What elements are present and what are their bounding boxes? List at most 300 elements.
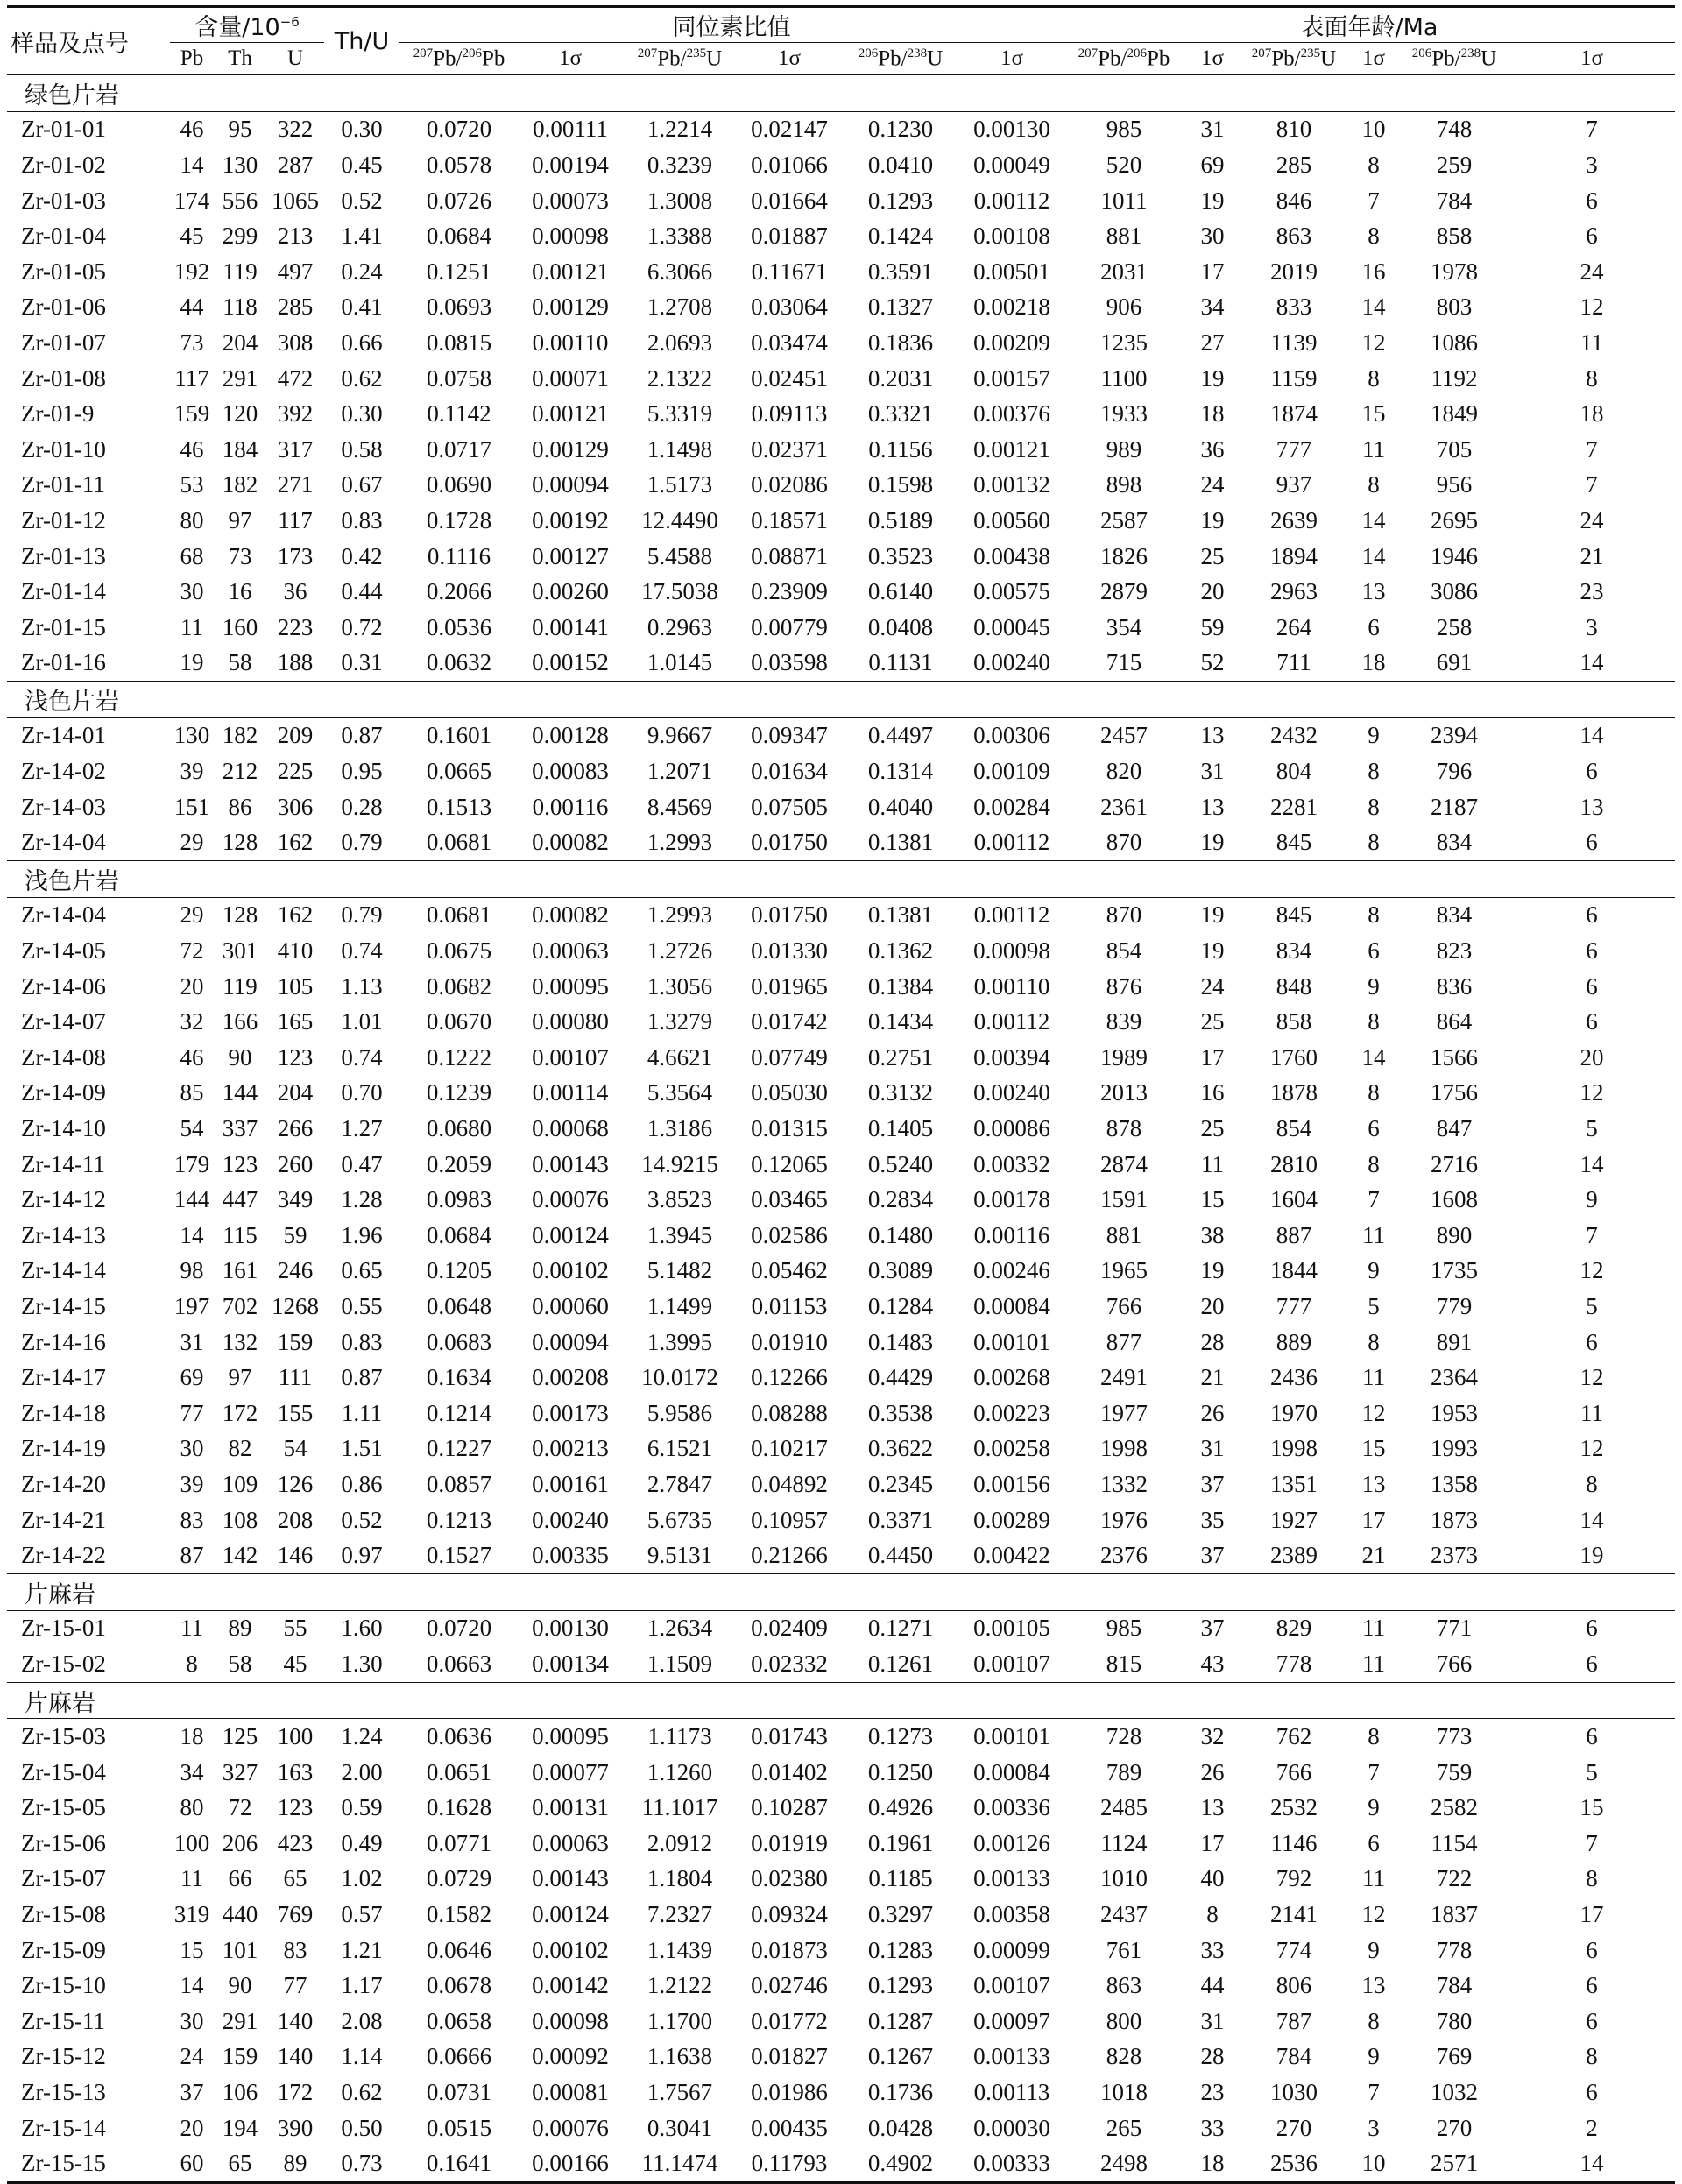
- sample-id-cell: Zr-01-04: [21, 223, 106, 250]
- value-cell: 19: [1580, 1542, 1604, 1569]
- value-cell: 1.41: [341, 223, 383, 250]
- value-cell: 0.67: [341, 471, 383, 498]
- value-cell: 8: [1368, 758, 1380, 785]
- table-row: [7, 824, 1675, 860]
- value-cell: 6: [1586, 2007, 1598, 2034]
- section-header: [7, 1682, 1675, 1719]
- value-cell: 8: [1368, 1079, 1380, 1106]
- value-cell: 887: [1276, 1221, 1312, 1248]
- value-cell: 0.1116: [427, 542, 491, 569]
- value-cell: 11: [1362, 1865, 1385, 1892]
- value-cell: 6: [1586, 901, 1598, 929]
- value-cell: 10: [1347, 2145, 1400, 2182]
- value-cell: 8: [1368, 1328, 1380, 1355]
- value-cell: 1139: [1270, 329, 1318, 356]
- value-cell: 1.5173: [647, 471, 713, 498]
- value-cell: 0.00166: [519, 2145, 622, 2182]
- value-cell: 1.3945: [647, 1221, 713, 1248]
- value-cell: 151: [173, 793, 210, 820]
- value-cell: 2281: [1270, 793, 1318, 820]
- value-cell: 769: [1436, 2043, 1473, 2070]
- value-cell: 858: [1436, 223, 1473, 250]
- value-cell: 0.0665: [426, 758, 492, 785]
- value-cell: 1.1439: [647, 1936, 713, 1963]
- value-cell: 140: [277, 2007, 314, 2034]
- value-cell: 1.3186: [647, 1115, 713, 1142]
- value-cell: 58: [228, 649, 252, 676]
- value-cell: 11.1474: [622, 2145, 738, 2182]
- value-cell: 0.87: [341, 1364, 383, 1391]
- value-cell: 15: [1361, 1435, 1386, 1462]
- value-cell: 1235: [1100, 329, 1148, 356]
- value-cell: 2536: [1240, 2145, 1347, 2182]
- value-cell: 0.00142: [532, 1972, 609, 1999]
- value-cell: 0.00213: [532, 1435, 609, 1462]
- value-cell: 9: [1586, 1186, 1598, 1213]
- value-cell: 1756: [1431, 1079, 1478, 1106]
- header-ratio-2-sigma: 1σ: [738, 43, 841, 75]
- value-cell: 26: [1200, 1758, 1225, 1785]
- value-cell: 0.1251: [426, 258, 492, 285]
- value-cell: 1030: [1270, 2079, 1318, 2106]
- value-cell: 0.1293: [867, 1972, 934, 1999]
- value-cell: 0.66: [341, 329, 383, 356]
- header-age-2-el1: Pb/: [1271, 46, 1301, 71]
- value-cell: 6: [1368, 1115, 1380, 1142]
- value-cell: 19: [1200, 901, 1225, 929]
- value-cell: 0.00107: [973, 1650, 1050, 1677]
- value-cell: 0.00223: [973, 1399, 1050, 1426]
- value-cell: 82: [228, 1435, 252, 1462]
- value-cell: 0.1513: [426, 793, 492, 820]
- value-cell: 0.00133: [973, 2043, 1050, 2070]
- value-cell: 834: [1436, 829, 1473, 856]
- value-cell: 291: [222, 364, 258, 392]
- value-cell: 142: [222, 1542, 258, 1569]
- section-header: [7, 861, 1675, 898]
- value-cell: 440: [222, 1901, 258, 1928]
- value-cell: 0.00107: [973, 1972, 1050, 1999]
- value-cell: 0.1641: [399, 2145, 519, 2182]
- value-cell: 5.3564: [647, 1079, 713, 1106]
- header-age-1: [1064, 43, 1184, 75]
- value-cell: 0.3538: [867, 1399, 934, 1426]
- header-age-3-el2: U: [1481, 46, 1497, 71]
- value-cell: 24: [1580, 506, 1604, 534]
- value-cell: 31: [1200, 2007, 1225, 2034]
- value-cell: 0.52: [341, 187, 383, 214]
- value-cell: 172: [222, 1399, 258, 1426]
- value-cell: 839: [1106, 1008, 1142, 1035]
- sample-id-cell: Zr-14-09: [21, 1079, 106, 1106]
- value-cell: 0.0646: [426, 1936, 492, 1963]
- section-header: [7, 1573, 1675, 1610]
- sample-id-cell: Zr-01-11: [21, 471, 105, 498]
- value-cell: 0.11793: [738, 2145, 841, 2182]
- value-cell: 815: [1106, 1650, 1142, 1677]
- value-cell: 1.21: [341, 1936, 383, 1963]
- sample-id-cell: Zr-14-12: [21, 1186, 106, 1213]
- value-cell: 0.1480: [867, 1221, 934, 1248]
- header-ratio-1-el1: Pb/: [433, 46, 463, 71]
- value-cell: 6: [1586, 937, 1598, 965]
- value-cell: 0.55: [341, 1292, 383, 1319]
- value-cell: 0.01772: [751, 2007, 828, 2034]
- table-row: [7, 2039, 1675, 2075]
- value-cell: 715: [1106, 649, 1142, 676]
- value-cell: 1566: [1431, 1043, 1478, 1071]
- value-cell: 0.0693: [426, 293, 492, 321]
- value-cell: 16: [1200, 1079, 1225, 1106]
- table-row: [7, 361, 1675, 397]
- value-cell: 0.0684: [426, 223, 492, 250]
- value-cell: 20: [1580, 1043, 1604, 1071]
- value-cell: 5: [1368, 1292, 1380, 1319]
- value-cell: 18: [1200, 400, 1225, 428]
- value-cell: 0.00110: [532, 329, 609, 356]
- value-cell: 39: [180, 758, 204, 785]
- value-cell: 0.00049: [973, 151, 1050, 178]
- value-cell: 126: [277, 1470, 314, 1497]
- value-cell: 19: [1200, 1257, 1225, 1284]
- value-cell: 834: [1436, 901, 1473, 929]
- sample-id-cell: Zr-15-01: [21, 1615, 106, 1642]
- header-age-2: [1240, 43, 1347, 75]
- value-cell: 0.79: [341, 901, 383, 929]
- value-cell: 17.5038: [641, 578, 718, 605]
- sample-id-cell: Zr-14-16: [21, 1328, 106, 1355]
- value-cell: 20: [180, 972, 204, 1000]
- value-cell: 0.00116: [973, 1221, 1050, 1248]
- value-cell: 0.00130: [973, 116, 1050, 143]
- value-cell: 0.00082: [532, 829, 609, 856]
- value-cell: 1998: [1270, 1435, 1318, 1462]
- value-cell: 14.9215: [641, 1150, 718, 1177]
- value-cell: 1.1499: [647, 1292, 713, 1319]
- value-cell: 0.00192: [532, 506, 609, 534]
- value-cell: 2437: [1100, 1901, 1148, 1928]
- value-cell: 800: [1106, 2007, 1142, 2034]
- value-cell: 14: [180, 1972, 204, 1999]
- value-cell: 0.00045: [973, 613, 1050, 640]
- value-cell: 27: [1200, 329, 1225, 356]
- value-cell: 6: [1586, 972, 1598, 1000]
- value-cell: 69: [180, 1364, 204, 1391]
- value-cell: 1.1173: [647, 1723, 712, 1750]
- value-cell: 0.00111: [533, 116, 608, 143]
- value-cell: 159: [222, 2043, 258, 2070]
- value-cell: 1989: [1100, 1043, 1148, 1071]
- value-cell: 14: [1580, 649, 1604, 676]
- value-cell: 0.02371: [751, 435, 828, 463]
- value-cell: 985: [1106, 1615, 1142, 1642]
- value-cell: 0.00240: [973, 649, 1050, 676]
- table-row: [7, 1147, 1675, 1183]
- value-cell: 223: [277, 613, 314, 640]
- value-cell: 21: [1580, 542, 1604, 569]
- header-ratio-3-el2: U: [927, 46, 943, 71]
- value-cell: 349: [277, 1186, 314, 1213]
- value-cell: 784: [1276, 2043, 1312, 2070]
- value-cell: 0.79: [341, 829, 383, 856]
- value-cell: 18: [1580, 400, 1604, 428]
- value-cell: 24: [1580, 258, 1604, 285]
- table-row: [7, 1467, 1675, 1502]
- value-cell: 120: [222, 400, 258, 428]
- sample-id-cell: Zr-15-08: [21, 1901, 106, 1928]
- value-cell: 1032: [1431, 2079, 1478, 2106]
- table-row: [7, 2145, 1675, 2182]
- value-cell: 1.1509: [647, 1650, 713, 1677]
- value-cell: 1159: [1270, 364, 1318, 392]
- value-cell: 90: [228, 1043, 252, 1071]
- value-cell: 792: [1276, 1865, 1312, 1892]
- value-cell: 130: [173, 722, 210, 749]
- header-age-2-sup2: 235: [1300, 46, 1321, 60]
- sample-id-cell: Zr-14-17: [21, 1364, 106, 1391]
- value-cell: 0.00335: [532, 1542, 609, 1569]
- header-ages: 表面年龄/Ma: [1064, 7, 1675, 43]
- value-cell: 8: [1368, 1723, 1380, 1750]
- value-cell: 0.00110: [973, 972, 1050, 1000]
- value-cell: 0.0666: [426, 2043, 492, 2070]
- value-cell: 864: [1436, 1008, 1473, 1035]
- value-cell: 0.00358: [973, 1901, 1050, 1928]
- section-title: 绿色片岩: [25, 81, 119, 110]
- value-cell: 0.00161: [532, 1470, 609, 1497]
- value-cell: 0.03465: [751, 1186, 828, 1213]
- value-cell: 774: [1276, 1936, 1312, 1963]
- value-cell: 30: [180, 2007, 204, 2034]
- header-content-exponent: −6: [279, 14, 300, 30]
- value-cell: 52: [1200, 649, 1225, 676]
- value-cell: 18: [180, 1723, 204, 1750]
- value-cell: 0.00501: [973, 258, 1050, 285]
- value-cell: 40: [1200, 1865, 1225, 1892]
- table-row: [7, 111, 1675, 147]
- value-cell: 6.1521: [647, 1435, 713, 1462]
- value-cell: 80: [180, 1794, 204, 1821]
- value-cell: 0.57: [341, 1901, 383, 1928]
- value-cell: 0.00209: [973, 329, 1050, 356]
- table-row: [7, 290, 1675, 326]
- value-cell: 2.7847: [647, 1470, 713, 1497]
- value-cell: 2532: [1270, 1794, 1318, 1821]
- value-cell: 8: [1586, 1470, 1598, 1497]
- value-cell: 0.10217: [751, 1435, 828, 1462]
- sample-id-cell: Zr-01-02: [21, 151, 106, 178]
- value-cell: 163: [277, 1758, 314, 1785]
- value-cell: 0.74: [341, 937, 383, 965]
- value-cell: 702: [222, 1292, 258, 1319]
- value-cell: 2013: [1100, 1079, 1148, 1106]
- value-cell: 1970: [1270, 1399, 1318, 1426]
- value-cell: 6: [1586, 2079, 1598, 2106]
- value-cell: 0.00258: [973, 1435, 1050, 1462]
- value-cell: 89: [228, 1615, 252, 1642]
- value-cell: 1953: [1431, 1399, 1478, 1426]
- value-cell: 0.00112: [973, 901, 1050, 929]
- value-cell: 32: [180, 1008, 204, 1035]
- value-cell: 0.0720: [426, 116, 492, 143]
- value-cell: 36: [1200, 435, 1225, 463]
- value-cell: 0.1434: [867, 1008, 934, 1035]
- value-cell: 2879: [1100, 578, 1148, 605]
- value-cell: 8: [1368, 901, 1380, 929]
- value-cell: 1.11: [341, 1399, 383, 1426]
- value-cell: 1.1700: [647, 2007, 713, 2034]
- table-row: [7, 432, 1675, 468]
- value-cell: 0.00080: [532, 1008, 609, 1035]
- value-cell: 1.2708: [647, 293, 713, 321]
- value-cell: 17: [1361, 1506, 1386, 1533]
- value-cell: 0.10287: [751, 1794, 828, 1821]
- sample-id-cell: Zr-01-12: [21, 506, 106, 534]
- value-cell: 144: [222, 1079, 258, 1106]
- value-cell: 1837: [1431, 1901, 1478, 1928]
- value-cell: 0.0815: [426, 329, 492, 356]
- value-cell: 14: [180, 151, 204, 178]
- value-cell: 1.2214: [647, 116, 713, 143]
- table-row: [7, 1862, 1675, 1898]
- value-cell: 0.87: [341, 722, 383, 749]
- sample-id-cell: Zr-14-19: [21, 1435, 106, 1462]
- value-cell: 11: [1580, 1399, 1603, 1426]
- value-cell: 246: [277, 1257, 314, 1284]
- value-cell: 1.3056: [647, 972, 713, 1000]
- value-cell: 25: [1200, 542, 1225, 569]
- sample-id-cell: Zr-15-14: [21, 2114, 106, 2141]
- value-cell: 73: [180, 329, 204, 356]
- value-cell: 13: [1361, 578, 1386, 605]
- table-row: [7, 753, 1675, 789]
- value-cell: 28: [1200, 1328, 1225, 1355]
- header-age-1-el1: Pb/: [1098, 46, 1127, 71]
- value-cell: 0.00124: [532, 1901, 609, 1928]
- value-cell: 1946: [1431, 542, 1478, 569]
- value-cell: 0.00438: [973, 542, 1050, 569]
- value-cell: 0.52: [341, 1506, 383, 1533]
- value-cell: 287: [277, 151, 314, 178]
- value-cell: 95: [228, 116, 252, 143]
- value-cell: 392: [277, 400, 314, 428]
- value-cell: 18: [1184, 2145, 1240, 2182]
- value-cell: 87: [180, 1542, 204, 1569]
- value-cell: 787: [1276, 2007, 1312, 2034]
- value-cell: 0.45: [341, 151, 383, 178]
- value-cell: 3086: [1431, 578, 1478, 605]
- value-cell: 12: [1361, 1901, 1386, 1928]
- sample-id-cell: Zr-15-02: [21, 1650, 106, 1677]
- value-cell: 828: [1106, 2043, 1142, 2070]
- value-cell: 285: [277, 293, 314, 321]
- value-cell: 77: [283, 1972, 307, 1999]
- value-cell: 0.1227: [426, 1435, 492, 1462]
- value-cell: 0.1267: [867, 2043, 934, 2070]
- value-cell: 3: [1586, 613, 1598, 640]
- value-cell: 1351: [1270, 1470, 1318, 1497]
- value-cell: 846: [1276, 187, 1312, 214]
- value-cell: 354: [1106, 613, 1142, 640]
- value-cell: 877: [1106, 1328, 1142, 1355]
- value-cell: 0.1214: [426, 1399, 492, 1426]
- value-cell: 1.14: [341, 2043, 383, 2070]
- value-cell: 6: [1586, 1008, 1598, 1035]
- value-cell: 0.6140: [867, 578, 934, 605]
- value-cell: 72: [180, 937, 204, 965]
- value-cell: 271: [277, 471, 314, 498]
- value-cell: 766: [1436, 1650, 1473, 1677]
- value-cell: 761: [1106, 1936, 1142, 1963]
- value-cell: 7: [1586, 116, 1598, 143]
- section-title: 片麻岩: [25, 1580, 95, 1608]
- sample-id-cell: Zr-14-21: [21, 1506, 106, 1533]
- value-cell: 19: [1200, 829, 1225, 856]
- value-cell: 3.8523: [647, 1186, 713, 1213]
- value-cell: 1.96: [341, 1221, 383, 1248]
- value-cell: 0.12065: [751, 1150, 828, 1177]
- value-cell: 0.1424: [867, 223, 934, 250]
- value-cell: 33: [1200, 1936, 1225, 1963]
- value-cell: 0.0683: [426, 1328, 492, 1355]
- value-cell: 0.1293: [867, 187, 934, 214]
- value-cell: 0.0636: [426, 1723, 492, 1750]
- value-cell: 0.2066: [426, 578, 492, 605]
- value-cell: 0.3041: [647, 2114, 713, 2141]
- value-cell: 0.00157: [973, 364, 1050, 392]
- header-u: U: [266, 43, 324, 75]
- value-cell: 5: [1586, 1292, 1598, 1319]
- value-cell: 777: [1276, 1292, 1312, 1319]
- value-cell: 34: [180, 1758, 204, 1785]
- header-sample: 样品及点号: [7, 7, 170, 75]
- value-cell: 2364: [1431, 1364, 1478, 1391]
- value-cell: 0.01887: [751, 223, 828, 250]
- sample-id-cell: Zr-14-11: [21, 1150, 105, 1177]
- value-cell: 0.0729: [426, 1865, 492, 1892]
- value-cell: 0.00113: [973, 2079, 1050, 2106]
- value-cell: 0.3321: [867, 400, 934, 428]
- value-cell: 937: [1276, 471, 1312, 498]
- value-cell: 423: [277, 1829, 314, 1856]
- header-age-2-el2: U: [1320, 46, 1337, 71]
- value-cell: 98: [180, 1257, 204, 1284]
- table-row: [7, 1182, 1675, 1218]
- value-cell: 213: [277, 223, 314, 250]
- value-cell: 0.00129: [532, 293, 609, 321]
- value-cell: 0.50: [341, 2114, 383, 2141]
- value-cell: 1977: [1100, 1399, 1148, 1426]
- value-cell: 12: [1580, 1435, 1604, 1462]
- header-thu: Th/U: [324, 7, 399, 75]
- value-cell: 0.00156: [973, 1470, 1050, 1497]
- value-cell: 0.00240: [973, 1079, 1050, 1106]
- header-age-1-sup2: 206: [1127, 46, 1147, 60]
- value-cell: 1849: [1431, 400, 1478, 428]
- value-cell: 0.1384: [867, 972, 934, 1000]
- value-cell: 44: [180, 293, 204, 321]
- value-cell: 7: [1368, 187, 1380, 214]
- value-cell: 144: [173, 1186, 210, 1213]
- value-cell: 0.2963: [647, 613, 713, 640]
- value-cell: 20: [180, 2114, 204, 2141]
- value-cell: 11: [1362, 1650, 1385, 1677]
- value-cell: 6: [1586, 1328, 1598, 1355]
- sample-id-cell: Zr-14-08: [21, 1043, 106, 1071]
- value-cell: 0.3523: [867, 542, 934, 569]
- value-cell: 0.0536: [426, 613, 492, 640]
- value-cell: 1268: [272, 1292, 319, 1319]
